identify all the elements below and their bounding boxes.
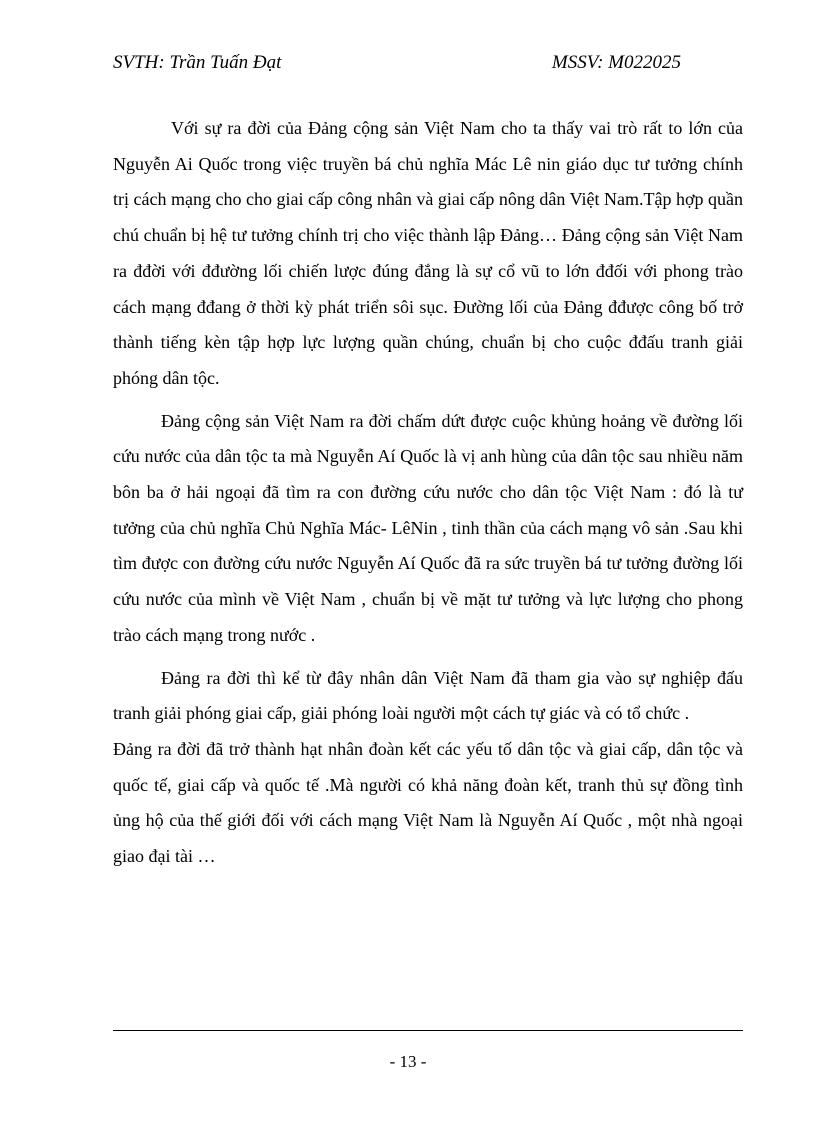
footer-divider [113, 1030, 743, 1031]
paragraph: Đảng ra đời thì kể từ đây nhân dân Việt Nam đã tham gia vào sự nghiệp đấu tranh giải phóng giai cấp, giải phóng loài người một cách tự giác và có tổ chức . [113, 667, 743, 724]
paragraph: Đảng cộng sản Việt Nam ra đời chấm dứt được cuộc khủng hoảng về đường lối cứu nước của dân tộc ta mà Nguyễn Aí Quốc là vị anh hùng của dân tộc sau nhiều năm bôn ba ở hải ngoại đã tìm ra con đường cứu nước cho dân tộc Việt Nam : đó là tư tưởng của chủ nghĩa Chủ Nghĩa Mác- LêNin , tinh thần của cách mạng vô sản .Sau khi tìm được con đường cứu nước Nguyễn Aí Quốc đã ra sức truyền bá tư tưởng đường lối cứu nước của mình về Việt Nam , chuẩn bị về mặt tư tưởng và lực lượng cho phong trào cách mạng trong nước . [113, 410, 743, 645]
page-number: - 13 - [389, 1052, 427, 1071]
document-body [113, 111, 743, 882]
paragraph: Với sự ra đời của Đảng cộng sản Việt Nam cho ta thấy vai trò rất to lớn của Nguyễn Ai Quốc trong việc truyền bá chủ nghĩa Mác Lê nin giáo dục tư tưởng chính trị cách mạng cho cho giai cấp công nhân và giai cấp nông dân Việt Nam.Tập hợp quần chú chuẩn bị hệ tư tưởng chính trị cho việc thành lập Đảng… Đảng cộng sản Việt Nam ra đđời với đđường lối chiến lược đúng đắng là sự cổ vũ to lớn đđối với phong trào cách mạng đđang ở thời kỳ phát triển sôi sục. Đường lối của Đảng đđược công bố trở thành tiếng kèn tập hợp lực lượng quần chúng, chuẩn bị cho cuộc đđấu tranh giải phóng dân tộc. [113, 118, 743, 388]
page-header [113, 52, 681, 80]
author-name: SVTH: Trần Tuấn Đạt [113, 52, 282, 73]
student-id: MSSV: M022025 [551, 52, 681, 73]
paragraph: Đảng ra đời đã trở thành hạt nhân đoàn kết các yếu tố dân tộc và giai cấp, dân tộc và quốc tế, giai cấp và quốc tế .Mà người có khả năng đoàn kết, tranh thủ sự đồng tình ủng hộ của thế giới đối với cách mạng Việt Nam là Nguyễn Aí Quốc , một nhà ngoại giao đại tài … [113, 738, 743, 867]
